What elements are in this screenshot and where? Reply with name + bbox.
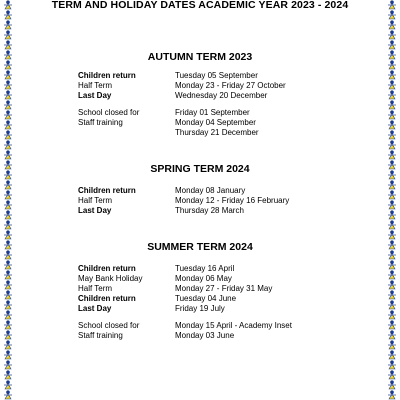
child-figure-icon: [387, 40, 397, 50]
child-figure-icon: [3, 110, 13, 120]
row-label: Last Day: [78, 304, 112, 313]
child-figure-icon: [387, 200, 397, 210]
row-value: Tuesday 04 June: [175, 294, 237, 303]
child-figure-icon: [387, 110, 397, 120]
row-value: Monday 03 June: [175, 331, 235, 340]
child-figure-icon: [3, 260, 13, 270]
child-figure-icon: [3, 200, 13, 210]
table-row: [78, 90, 267, 101]
child-figure-icon: [387, 350, 397, 360]
row-value: Monday 04 September: [175, 118, 256, 127]
child-figure-icon: [3, 210, 13, 220]
child-figure-icon: [387, 270, 397, 280]
child-figure-icon: [387, 60, 397, 70]
table-row: [78, 205, 244, 216]
child-figure-icon: [387, 220, 397, 230]
child-figure-icon: [387, 300, 397, 310]
row-value: Monday 08 January: [175, 186, 246, 195]
child-figure-icon: [387, 260, 397, 270]
child-figure-icon: [3, 40, 13, 50]
child-figure-icon: [387, 290, 397, 300]
child-figure-icon: [3, 50, 13, 60]
child-figure-icon: [3, 120, 13, 130]
child-figure-icon: [3, 90, 13, 100]
child-figure-icon: [387, 50, 397, 60]
row-value: Friday 01 September: [175, 108, 250, 117]
child-figure-icon: [387, 10, 397, 20]
child-figure-icon: [3, 60, 13, 70]
row-value: Thursday 28 March: [175, 206, 244, 215]
child-figure-icon: [387, 330, 397, 340]
child-figure-icon: [3, 390, 13, 400]
child-figure-icon: [387, 90, 397, 100]
table-row: [78, 330, 234, 341]
child-figure-icon: [387, 190, 397, 200]
child-figure-icon: [3, 240, 13, 250]
child-figure-icon: [387, 130, 397, 140]
row-label: Last Day: [78, 91, 112, 100]
left-decorative-border: [0, 0, 16, 400]
child-figure-icon: [3, 130, 13, 140]
child-figure-icon: [387, 180, 397, 190]
child-figure-icon: [3, 290, 13, 300]
child-figure-icon: [3, 350, 13, 360]
table-row: [78, 127, 259, 138]
autumn-term-heading: AUTUMN TERM 2023: [147, 51, 253, 63]
row-label: Staff training: [78, 331, 123, 340]
row-value: Tuesday 05 September: [175, 71, 258, 80]
row-value: Friday 19 July: [175, 304, 225, 313]
child-figure-icon: [387, 230, 397, 240]
child-figure-icon: [387, 80, 397, 90]
child-figure-icon: [387, 0, 397, 10]
child-figure-icon: [3, 280, 13, 290]
child-figure-icon: [3, 250, 13, 260]
child-figure-icon: [387, 120, 397, 130]
child-figure-icon: [387, 20, 397, 30]
child-figure-icon: [387, 280, 397, 290]
row-value: Monday 12 - Friday 16 February: [175, 196, 290, 205]
row-label: Children return: [78, 264, 136, 273]
child-figure-icon: [387, 340, 397, 350]
summer-term-heading: SUMMER TERM 2024: [147, 241, 253, 253]
child-figure-icon: [387, 240, 397, 250]
row-label: Children return: [78, 71, 136, 80]
child-figure-icon: [387, 170, 397, 180]
child-figure-icon: [3, 30, 13, 40]
row-value: Tuesday 16 April: [175, 264, 235, 273]
child-figure-icon: [3, 80, 13, 90]
row-label: Half Term: [78, 196, 113, 205]
row-label: Staff training: [78, 118, 123, 127]
row-label: School closed for: [78, 321, 140, 330]
child-figure-icon: [387, 30, 397, 40]
child-figure-icon: [3, 230, 13, 240]
row-label: May Bank Holiday: [78, 274, 143, 283]
row-value: Monday 27 - Friday 31 May: [175, 284, 273, 293]
child-figure-icon: [387, 250, 397, 260]
row-value: Wednesday 20 December: [175, 91, 268, 100]
row-label: School closed for: [78, 108, 140, 117]
child-figure-icon: [387, 100, 397, 110]
child-figure-icon: [3, 310, 13, 320]
child-figure-icon: [3, 100, 13, 110]
child-figure-icon: [387, 320, 397, 330]
child-figure-icon: [387, 140, 397, 150]
row-value: Monday 06 May: [175, 274, 232, 283]
row-value: Monday 15 April - Academy Inset: [175, 321, 292, 330]
row-label: Children return: [78, 294, 136, 303]
child-figure-icon: [3, 370, 13, 380]
spring-term-heading: SPRING TERM 2024: [150, 163, 250, 175]
child-figure-icon: [3, 330, 13, 340]
child-figure-icon: [3, 380, 13, 390]
child-figure-icon: [387, 160, 397, 170]
row-label: Half Term: [78, 284, 113, 293]
child-figure-icon: [3, 140, 13, 150]
table-row: [78, 303, 225, 314]
child-figure-icon: [3, 20, 13, 30]
child-figure-icon: [3, 270, 13, 280]
child-figure-icon: [387, 310, 397, 320]
child-figure-icon: [3, 170, 13, 180]
right-decorative-border: [384, 0, 400, 400]
row-value: Monday 23 - Friday 27 October: [175, 81, 286, 90]
row-label: Last Day: [78, 206, 112, 215]
child-figure-icon: [387, 360, 397, 370]
child-figure-icon: [3, 360, 13, 370]
child-figure-icon: [3, 340, 13, 350]
document-title: TERM AND HOLIDAY DATES ACADEMIC YEAR 2023 - 2024: [51, 0, 349, 11]
row-value: Thursday 21 December: [175, 128, 259, 137]
child-figure-icon: [3, 70, 13, 80]
row-label: Half Term: [78, 81, 113, 90]
child-figure-icon: [3, 10, 13, 20]
child-figure-icon: [3, 150, 13, 160]
child-figure-icon: [387, 70, 397, 80]
child-figure-icon: [387, 380, 397, 390]
child-figure-icon: [3, 300, 13, 310]
child-figure-icon: [3, 220, 13, 230]
child-figure-icon: [3, 180, 13, 190]
child-figure-icon: [387, 390, 397, 400]
child-figure-icon: [387, 210, 397, 220]
child-figure-icon: [3, 320, 13, 330]
child-figure-icon: [3, 190, 13, 200]
child-figure-icon: [387, 150, 397, 160]
row-label: Children return: [78, 186, 136, 195]
child-figure-icon: [3, 0, 13, 10]
child-figure-icon: [3, 160, 13, 170]
child-figure-icon: [387, 370, 397, 380]
